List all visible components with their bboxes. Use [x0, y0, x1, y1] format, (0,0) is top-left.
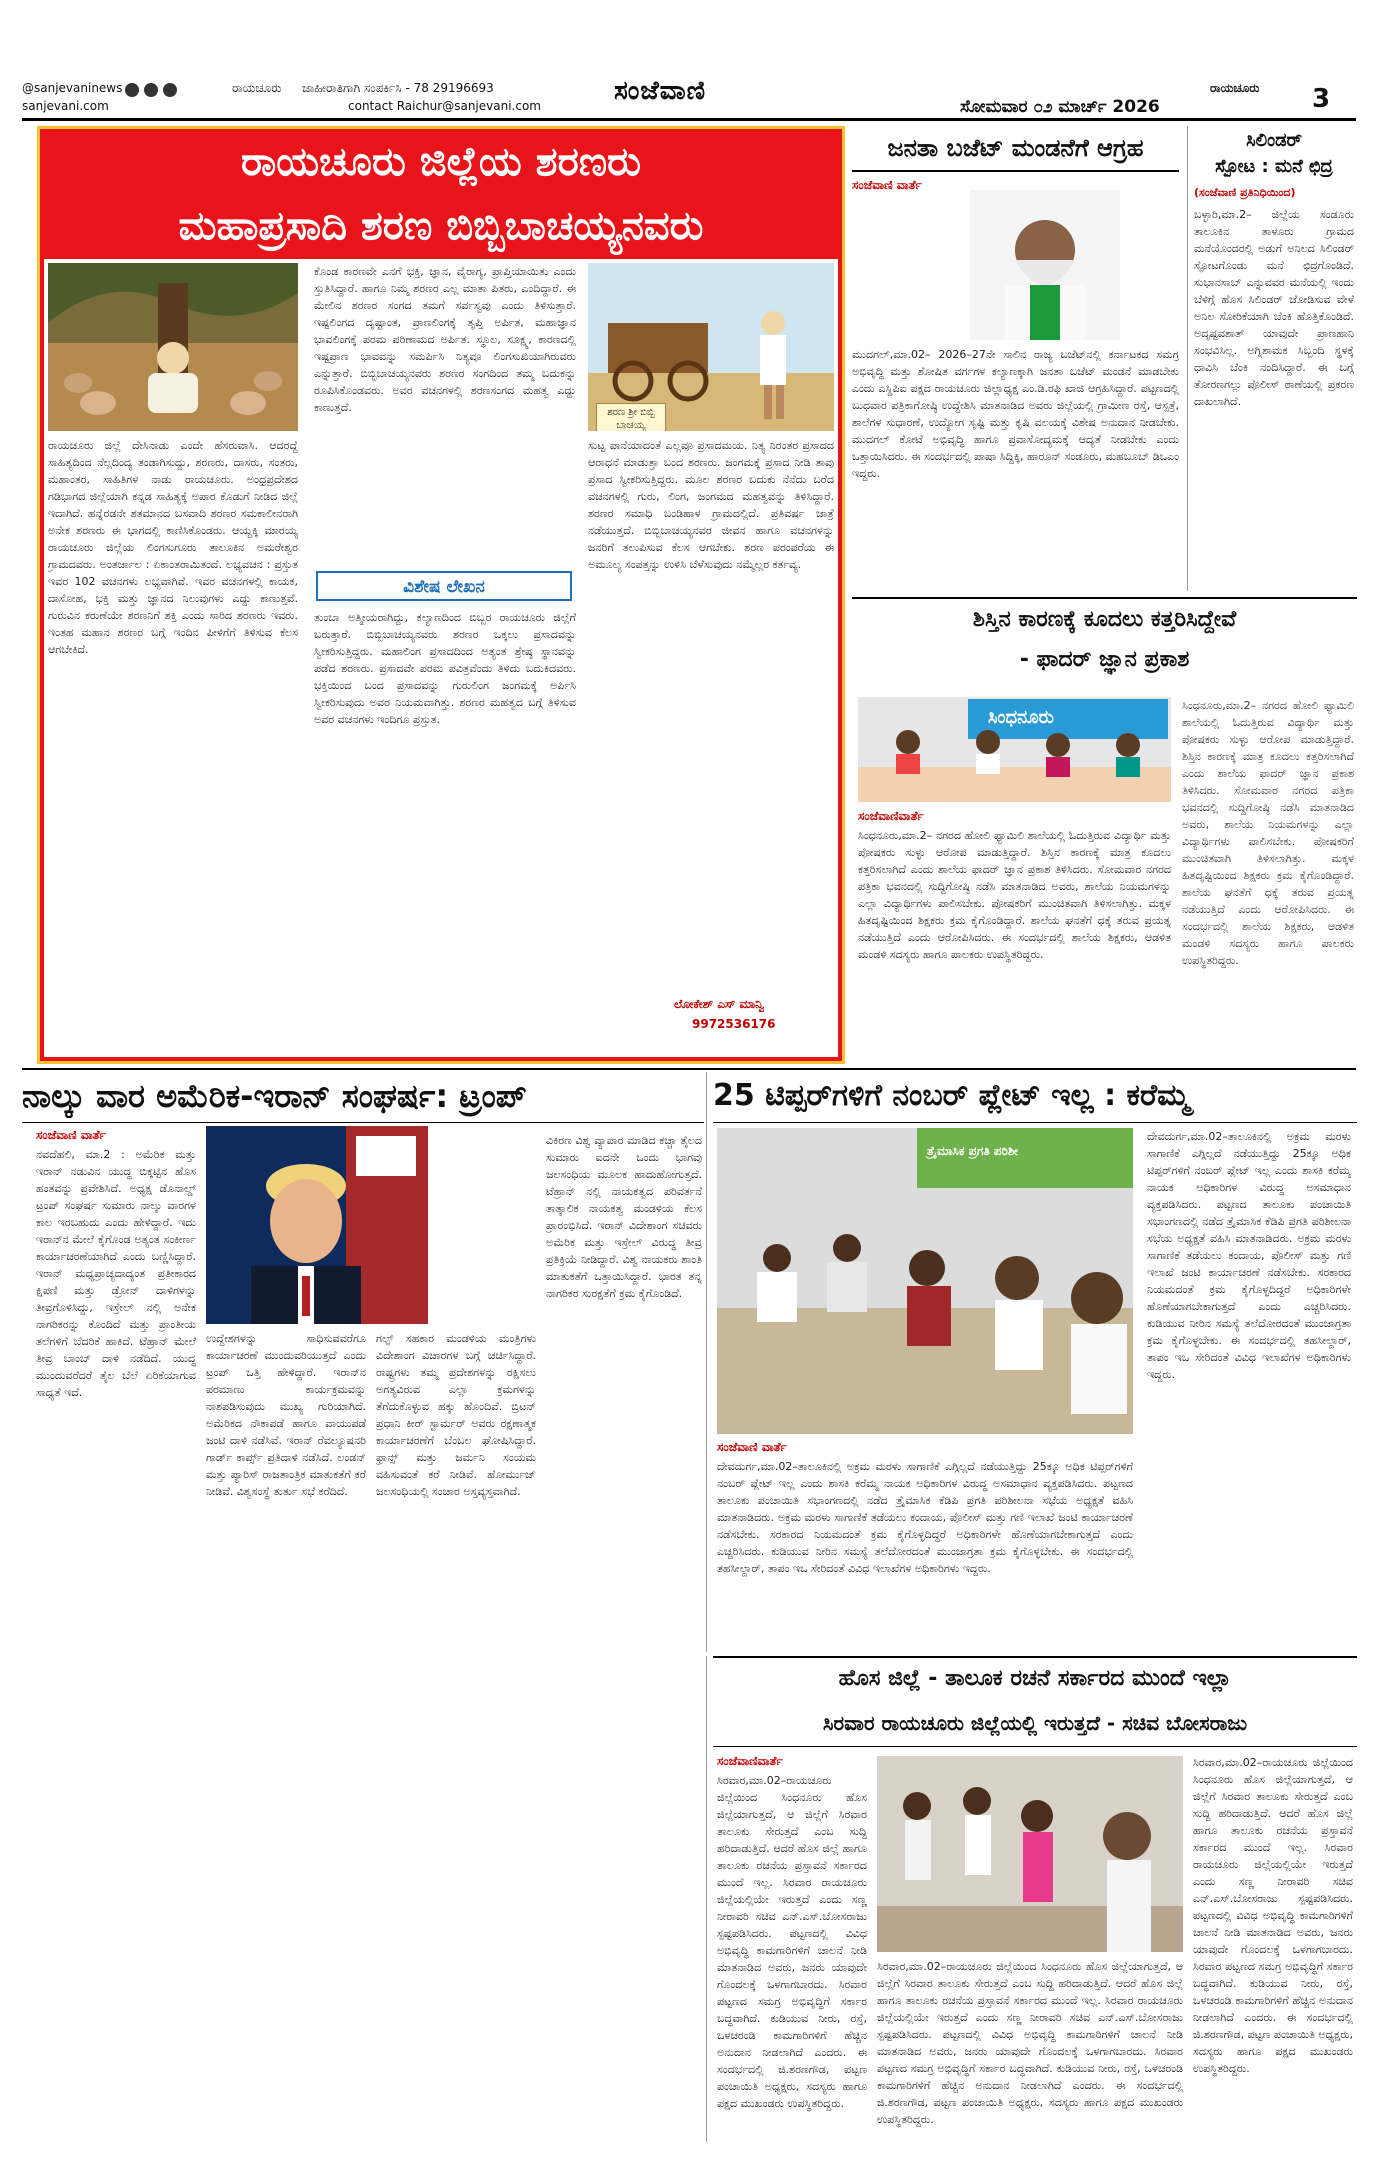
lead-col1-text: ರಾಯಚೂರು ಜಿಲ್ಲೆ ದೇಸಿನಾಡು ಎಂದೇ ಹೆಸರುವಾಸಿ. ಆದರದ್ದೆ ಸಾಹಿತ್ಯದಿಂದ ನೆಲ್ಲದಿಂದ್ಯ ತಂಡಾಗಿಸುದ್ದು, ಶರಣರು, ದಾಸರು, ಸಂತರು, ಮಹಾಂತರ, ಸಾಹಿತಿಗಳ ನಾಡು ರಾಯಚೂರು. ಅಂಧ್ರಪ್ರದೇಶದ ಗಡಿಭಾಗದ ಜಿಲ್ಲೆಯಾಗಿ ಕನ್ನಡ ಸಾಹಿತ್ಯಕ್ಕೆ ಅಪಾರ ಕೊಡುಗೆ ನೀಡಿದ ಜಿಲ್ಲೆ ಇದಾಗಿದೆ. ಹನ್ನೆರಡನೇ ಶತಮಾನದ ಬಸವಾದಿ ಶರಣರ ಸಮಕಾಲೀನರಾಗಿ ಅನೇಕ ಶರಣರು ಈ ಭಾಗದಲ್ಲಿ ಕಾಣಿಸಿಕೊಂಡರು. ಆಯ್ದಕ್ಕಿ ಮಾರಯ್ಯ ರಾಯಚೂರು ಜಿಲ್ಲೆಯ ಲಿಂಗಸುಗೂರು ತಾಲೂಕಿನ ಅಮರೇಶ್ವರ ಗ್ರಾಮದವರು. ಅಂತರ್ಜಾಲ : ಏಕಾಂತರಾಮಿತಂದೆ. ಲಭ್ಯವಚನ : ಪ್ರಸ್ತುತ ಇವರ 102 ವಚನಗಳು ಲಭ್ಯವಾಗಿವೆ. ಇವರ ವಚನಗಳಲ್ಲಿ ಕಾಯಕ, ದಾಸೋಹ, ಭಕ್ತಿ ಮತ್ತು ಜ್ಞಾನದ ನಿಲುವುಗಳು ಎದ್ದು ಕಾಣುತ್ತವೆ. ಗುರುವಿನ ಕರುಣೆಯೇ ಶರಣನಿಗೆ ಶಕ್ತಿ ಎಂದು ಸಾರಿದ ಶರಣರು ಇವರು. ಇಂತಹ ಮಹಾನ ಶರಣರ ಬಗ್ಗೆ ಇಂದಿನ ಪೀಳಿಗೆಗೆ ತಿಳಿಸುವ ಕೆಲಸ ಆಗಬೇಕಿದೆ. [48, 439, 298, 656]
trump-rule [22, 1122, 704, 1123]
district-col1-text: ಸಿರವಾರ,ಮಾ.02–ರಾಯಚೂರು ಜಿಲ್ಲೆಯಿಂದ ಸಿಂಧನೂರು ಹೊಸ ಜಿಲ್ಲೆಯಾಗುತ್ತದೆ, ಆ ಜಿಲ್ಲೆಗೆ ಸಿರವಾರ ತಾಲೂಕು ಸೇರುತ್ತದೆ ಎಂಬ ಸುದ್ದಿ ಹರಿದಾಡುತ್ತಿದೆ. ಆದರೆ ಹೊಸ ಜಿಲ್ಲೆ ಹಾಗೂ ತಾಲೂಕು ರಚನೆಯ ಪ್ರಸ್ತಾವನೆ ಸರ್ಕಾರದ ಮುಂದೆ ಇಲ್ಲ. ಸಿರವಾರ ರಾಯಚೂರು ಜಿಲ್ಲೆಯಲ್ಲಿಯೇ ಇರುತ್ತದೆ ಎಂದು ಸಣ್ಣ ನೀರಾವರಿ ಸಚಿವ ಎನ್.ಎಸ್.ಬೋಸರಾಜು ಸ್ಪಷ್ಟಪಡಿಸಿದರು. ಪಟ್ಟಣದಲ್ಲಿ ವಿವಿಧ ಅಭಿವೃದ್ಧಿ ಕಾಮಗಾರಿಗಳಿಗೆ ಚಾಲನೆ ನೀಡಿ ಮಾತನಾಡಿದ ಅವರು, ಜನರು ಯಾವುದೇ ಗೊಂದಲಕ್ಕೆ ಒಳಗಾಗಬಾರದು. ಸಿರವಾರ ಪಟ್ಟಣದ ಸಮಗ್ರ ಅಭಿವೃದ್ಧಿಗೆ ಸರ್ಕಾರ ಬದ್ಧವಾಗಿದೆ. ಕುಡಿಯುವ ನೀರು, ರಸ್ತೆ, ಒಳಚರಂಡಿ ಕಾಮಗಾರಿಗಳಿಗೆ ಹೆಚ್ಚಿನ ಅನುದಾನ ನೀಡಲಾಗಿದೆ ಎಂದರು. ಈ ಸಂದರ್ಭದಲ್ಲಿ ಜಿ.ಶರಣಗೌಡ, ಪಟ್ಟಣ ಪಂಚಾಯಿತಿ ಅಧ್ಯಕ್ಷರು, ಸದಸ್ಯರು ಹಾಗೂ ಪಕ್ಷದ ಮುಖಂಡರು ಉಪಸ್ಥಿತರಿದ್ದರು. [717, 1774, 867, 2110]
cylinder-headline2: ಸ್ಫೋಟ : ಮನೆ ಛಿದ್ರ [1215, 156, 1333, 177]
trump-photo [206, 1126, 428, 1324]
masthead [0, 0, 1378, 126]
lead-col2b-text: ತುಂಬಾ ಅತ್ಮೀಯರಾಗಿದ್ದು, ಕಲ್ಯಾಣದಿಂದ ಬಿಬ್ಬರ ರಾಯಚೂರು ಜಿಲ್ಲೆಗೆ ಬರುತ್ತಾರೆ. ಬಿಬ್ಬಿಬಾಚಯ್ಯನವರು ಶರಣರ ಒಕ್ಕಲು ಪ್ರಸಾದವನ್ನು ಸ್ವೀಕರಿಸುತ್ತಿದ್ದರು. ಮಹಾಲಿಂಗ ಪ್ರಸಾದದಿಂದ ಅತ್ಯಂತ ಶ್ರೇಷ್ಠ ಸ್ಥಾನವನ್ನು ಪಡೆದ ಶರಣರು. ಪ್ರಸಾದವೇ ಪರಮ ಪವಿತ್ರವೆಂದು ತಿಳಿದು ಬದುಕಿದವರು. ಭಕ್ತಿಯಿಂದ ಬಂದ ಪ್ರಸಾದವನ್ನು ಗುರುಲಿಂಗ ಜಂಗಮಕ್ಕೆ ಅರ್ಪಿಸಿ ಸ್ವೀಕರಿಸುವುದು ಅವರ ನಿಯಮವಾಗಿತ್ತು. ಶರಣರ ಮಹತ್ವದ ಬಗ್ಗೆ ತಿಳಿಸುವ ಅವರ ವಚನಗಳು ಇಂದಿಗೂ ಪ್ರಸ್ತುತ. [314, 611, 576, 726]
ad-contact: ಜಾಹೀರಾತಿಗಾಗಿ ಸಂಪರ್ಕಿಸಿ - 78 29196693 [302, 81, 494, 95]
lead-headline-line2: ಮಹಾಪ್ರಸಾದಿ ಶರಣ ಬಿಬ್ಬಿಬಾಚಯ್ಯನವರು [178, 203, 704, 249]
budget-leader-photo [970, 190, 1120, 340]
trump-col4-text: ವಿಕಿರಣ ವಿಶ್ವ ವ್ಯಾಪಾರ ಮಾಡಿದ ಕಚ್ಚಾ ತೈಲದ ಸುಮಾರು ಐದನೇ ಒಂದು ಭಾಗವು ಜಲಸಂಧಿಯ ಮೂಲಕ ಹಾದುಹೋಗುತ್ತದೆ. ಟೆಹ್ರಾನ್ ನಲ್ಲಿ ನಾಯಕತ್ವದ ಪರಿವರ್ತನೆ ತಾತ್ಕಾಲಿಕ ನಾಯಕತ್ವ ಮಂಡಳಿಯ ಕೆಲಸ ಪ್ರಾರಂಭಿಸಿದೆ. ಇರಾನ್ ವಿದೇಶಾಂಗ ಸಚಿವರು ಅಮೆರಿಕ ಮತ್ತು ಇಸ್ರೇಲ್ ವಿರುದ್ಧ ತೀವ್ರ ಪ್ರತಿಕ್ರಿಯೆ ನೀಡಿದ್ದಾರೆ. ವಿಶ್ವ ನಾಯಕರು ಶಾಂತಿ ಮಾತುಕತೆಗೆ ಒತ್ತಾಯಿಸಿದ್ದಾರೆ. ಭಾರತ ತನ್ನ ನಾಗರಿಕರ ಸುರಕ್ಷತೆಗೆ ಕ್ರಮ ಕೈಗೊಂಡಿದೆ. [546, 1134, 702, 1300]
masthead-city: ರಾಯಚೂರು [1210, 81, 1260, 95]
lead-col3-text: ಸುಟ್ಟ ಪಾನೆಯಾದಂತೆ ಎಲ್ಲವೂ ಪ್ರಸಾದಮಯ. ನಿತ್ಯ ನಿರಂತರ ಪ್ರಸಾದದ ಆರಾಧನೆ ಮಾಡುತ್ತಾ ಬಂದ ಶರಣರು. ಜಂಗಮಕ್ಕೆ ಪ್ರಸಾದ ನೀಡಿ ತಾವು ಪ್ರಸಾದ ಸ್ವೀಕರಿಸುತ್ತಿದ್ದರು. ಮೂಲ ಶರಣರ ಬದುಕು ನೆನೆದು ಬರೆದ ವಚನಗಳಲ್ಲಿ ಗುರು, ಲಿಂಗ, ಜಂಗಮದ ಮಹತ್ವವನ್ನು ತಿಳಿಸಿದ್ದಾರೆ. ಶರಣರ ಸಮಾಧಿ ಬಂಡಿಹಾಳ ಗ್ರಾಮದಲ್ಲಿದೆ. ಪ್ರತಿವರ್ಷ ಜಾತ್ರೆ ನಡೆಯುತ್ತದೆ. ಬಿಬ್ಬಿಬಾಚಯ್ಯನವರ ಜೀವನ ಹಾಗೂ ವಚನಗಳನ್ನು ಜನರಿಗೆ ತಲುಪಿಸುವ ಕೆಲಸ ಆಗಬೇಕು. ಶರಣ ಪರಂಪರೆಯ ಈ ಅಮೂಲ್ಯ ಸಂಪತ್ತನ್ನು ಉಳಿಸಿ ಬೆಳೆಸುವುದು ನಮ್ಮೆಲ್ಲರ ಕರ್ತವ್ಯ. [588, 439, 834, 571]
lead-body-panel [44, 259, 838, 1057]
website[interactable]: sanjevani.com [22, 99, 109, 113]
father-body-text: ಸಿಂಧನೂರು,ಮಾ.2– ನಗರದ ಹೋಲಿ ಫ್ಯಾಮಿಲಿ ಶಾಲೆಯಲ್ಲಿ ಓದುತ್ತಿರುವ ವಿದ್ಯಾರ್ಥಿ ಮತ್ತು ಪೋಷಕರು ಸುಳ್ಳು ಆರೋಪ ಮಾಡುತ್ತಿದ್ದಾರೆ. ಶಿಸ್ತಿನ ಕಾರಣಕ್ಕೆ ಮಾತ್ರ ಕೂದಲು ಕತ್ತರಿಸಲಾಗಿದೆ ಎಂದು ಶಾಲೆಯ ಫಾದರ್ ಜ್ಞಾನ ಪ್ರಕಾಶ ತಿಳಿಸಿದರು. ಸೋಮವಾರ ನಗರದ ಪತ್ರಿಕಾ ಭವನದಲ್ಲಿ ಸುದ್ದಿಗೋಷ್ಠಿ ನಡೆಸಿ ಮಾತನಾಡಿದ ಅವರು, ಶಾಲೆಯ ನಿಯಮಗಳನ್ನು ಎಲ್ಲಾ ವಿದ್ಯಾರ್ಥಿಗಳು ಪಾಲಿಸಬೇಕು. ಪೋಷಕರಿಗೆ ಮುಂಚಿತವಾಗಿ ತಿಳಿಸಲಾಗಿತ್ತು. ಮಕ್ಕಳ ಹಿತದೃಷ್ಟಿಯಿಂದ ಶಿಕ್ಷಕರು ಕ್ರಮ ಕೈಗೊಂಡಿದ್ದಾರೆ. ಶಾಲೆಯ ಘನತೆಗೆ ಧಕ್ಕೆ ತರುವ ಪ್ರಯತ್ನ ನಡೆಯುತ್ತಿದೆ ಎಂದು ಆರೋಪಿಸಿದರು. ಈ ಸಂದರ್ಭದಲ್ಲಿ ಶಾಲೆಯ ಶಿಕ್ಷಕರು, ಆಡಳಿತ ಮಂಡಳಿ ಸದಸ್ಯರು ಹಾಗೂ ಪಾಲಕರು ಉಪಸ್ಥಿತರಿದ್ದರು. [858, 829, 1171, 961]
budget-headline: ಜನತಾ ಬಜೆಟ್ ಮಂಡನೆಗೆ ಆಗ್ರಹ [887, 134, 1144, 162]
tipper-headline: 25 ಟಿಪ್ಪರ್‌ಗಳಿಗೆ ನಂಬರ್ ಪ್ಲೇಟ್ ಇಲ್ಲ : ಕರೆಮ್ಮ [713, 1078, 1190, 1113]
cylinder-story [1187, 126, 1357, 591]
trump-col2-text: ಉದ್ದೇಶಗಳನ್ನು ಸಾಧಿಸುವವರೆಗೂ ಕಾರ್ಯಾಚರಣೆ ಮುಂದುವರಿಯುತ್ತದೆ ಎಂದು ಟ್ರಂಪ್ ಒತ್ತಿ ಹೇಳಿದ್ದಾರೆ. ಇರಾನ್‌ನ ಪರಮಾಣು ಕಾರ್ಯಕ್ರಮವನ್ನು ನಾಶಪಡಿಸುವುದು ಮುಖ್ಯ ಗುರಿಯಾಗಿದೆ. ಅಮೆರಿಕದ ನೌಕಾಪಡೆ ಹಾಗೂ ವಾಯುಪಡೆ ಜಂಟಿ ದಾಳಿ ನಡೆಸಿವೆ. ಇರಾನ್ ರೆವಲ್ಯೂಷನರಿ ಗಾರ್ಡ್ ಕಾರ್ಪ್ಸ್ ಪ್ರತಿದಾಳಿ ನಡೆಸಿದೆ. ಲಂಡನ್ ಮತ್ತು ಪ್ಯಾರಿಸ್ ರಾಜತಾಂತ್ರಿಕ ಮಾತುಕತೆಗೆ ಕರೆ ನೀಡಿವೆ. ವಿಶ್ವಸಂಸ್ಥೆ ತುರ್ತು ಸಭೆ ಕರೆದಿದೆ. [206, 1332, 366, 1498]
district-top-rule [713, 1656, 1357, 1658]
district-body-side: ಸಿರವಾರ,ಮಾ.02–ರಾಯಚೂರು ಜಿಲ್ಲೆಯಿಂದ ಸಿಂಧನೂರು ಹೊಸ ಜಿಲ್ಲೆಯಾಗುತ್ತದೆ, ಆ ಜಿಲ್ಲೆಗೆ ಸಿರವಾರ ತಾಲೂಕು ಸೇರುತ್ತದೆ ಎಂಬ ಸುದ್ದಿ ಹರಿದಾಡುತ್ತಿದೆ. ಆದರೆ ಹೊಸ ಜಿಲ್ಲೆ ಹಾಗೂ ತಾಲೂಕು ರಚನೆಯ ಪ್ರಸ್ತಾವನೆ ಸರ್ಕಾರದ ಮುಂದೆ ಇಲ್ಲ. ಸಿರವಾರ ರಾಯಚೂರು ಜಿಲ್ಲೆಯಲ್ಲಿಯೇ ಇರುತ್ತದೆ ಎಂದು ಸಣ್ಣ ನೀರಾವರಿ ಸಚಿವ ಎನ್.ಎಸ್.ಬೋಸರಾಜು ಸ್ಪಷ್ಟಪಡಿಸಿದರು. ಪಟ್ಟಣದಲ್ಲಿ ವಿವಿಧ ಅಭಿವೃದ್ಧಿ ಕಾಮಗಾರಿಗಳಿಗೆ ಚಾಲನೆ ನೀಡಿ ಮಾತನಾಡಿದ ಅವರು, ಜನರು ಯಾವುದೇ ಗೊಂದಲಕ್ಕೆ ಒಳಗಾಗಬಾರದು. ಸಿರವಾರ ಪಟ್ಟಣದ ಸಮಗ್ರ ಅಭಿವೃದ್ಧಿಗೆ ಸರ್ಕಾರ ಬದ್ಧವಾಗಿದೆ. ಕುಡಿಯುವ ನೀರು, ರಸ್ತೆ, ಒಳಚರಂಡಿ ಕಾಮಗಾರಿಗಳಿಗೆ ಹೆಚ್ಚಿನ ಅನುದಾನ ನೀಡಲಾಗಿದೆ ಎಂದರು. ಈ ಸಂದರ್ಭದಲ್ಲಿ ಜಿ.ಶರಣಗೌಡ, ಪಟ್ಟಣ ಪಂಚಾಯಿತಿ ಅಧ್ಯಕ್ಷರು, ಸದಸ್ಯರು ಹಾಗೂ ಪಕ್ಷದ ಮುಖಂಡರು ಉಪಸ್ಥಿತರಿದ್ದರು. [1193, 1756, 1353, 2075]
father-headline2: - ಫಾದರ್ ಜ್ಞಾನ ಪ್ರಕಾಶ [1019, 647, 1190, 672]
district-rule [713, 1746, 1357, 1747]
kdp-banner: ತ್ರೈಮಾಸಿಕ ಪ್ರಗತಿ ಪರಿಶೀ [927, 1144, 1018, 1158]
tipper-rule [713, 1122, 1357, 1123]
trump-story [22, 1072, 704, 2142]
district-col3-text [1193, 1754, 1353, 2138]
social-icons [125, 82, 181, 96]
district-headline1: ಹೊಸ ಜಿಲ್ಲೆ - ತಾಲೂಕ ರಚನೆ ಸರ್ಕಾರದ ಮುಂದೆ ಇಲ್ಲಾ [838, 1666, 1232, 1691]
twitter-icon[interactable] [163, 83, 177, 97]
trump-headline: ನಾಲ್ಕು ವಾರ ಅಮೆರಿಕ-ಇರಾನ್ ಸಂಘರ್ಷ: ಟ್ರಂಪ್ [22, 1077, 527, 1115]
father-body-cont: ಸಿಂಧನೂರು,ಮಾ.2– ನಗರದ ಹೋಲಿ ಫ್ಯಾಮಿಲಿ ಶಾಲೆಯಲ್ಲಿ ಓದುತ್ತಿರುವ ವಿದ್ಯಾರ್ಥಿ ಮತ್ತು ಪೋಷಕರು ಸುಳ್ಳು ಆರೋಪ ಮಾಡುತ್ತಿದ್ದಾರೆ. ಶಿಸ್ತಿನ ಕಾರಣಕ್ಕೆ ಮಾತ್ರ ಕೂದಲು ಕತ್ತರಿಸಲಾಗಿದೆ ಎಂದು ಶಾಲೆಯ ಫಾದರ್ ಜ್ಞಾನ ಪ್ರಕಾಶ ತಿಳಿಸಿದರು. ಸೋಮವಾರ ನಗರದ ಪತ್ರಿಕಾ ಭವನದಲ್ಲಿ ಸುದ್ದಿಗೋಷ್ಠಿ ನಡೆಸಿ ಮಾತನಾಡಿದ ಅವರು, ಶಾಲೆಯ ನಿಯಮಗಳನ್ನು ಎಲ್ಲಾ ವಿದ್ಯಾರ್ಥಿಗಳು ಪಾಲಿಸಬೇಕು. ಪೋಷಕರಿಗೆ ಮುಂಚಿತವಾಗಿ ತಿಳಿಸಲಾಗಿತ್ತು. ಮಕ್ಕಳ ಹಿತದೃಷ್ಟಿಯಿಂದ ಶಿಕ್ಷಕರು ಕ್ರಮ ಕೈಗೊಂಡಿದ್ದಾರೆ. ಶಾಲೆಯ ಘನತೆಗೆ ಧಕ್ಕೆ ತರುವ ಪ್ರಯತ್ನ ನಡೆಯುತ್ತಿದೆ ಎಂದು ಆರೋಪಿಸಿದರು. ಈ ಸಂದರ್ಭದಲ್ಲಿ ಶಾಲೆಯ ಶಿಕ್ಷಕರು, ಆಡಳಿತ ಮಂಡಳಿ ಸದಸ್ಯರು ಹಾಗೂ ಪಾಲಕರು ಉಪಸ್ಥಿತರಿದ್ದರು. [1182, 699, 1354, 967]
author-phone: 9972536176 [692, 1017, 776, 1031]
district-body-cont: ಸಿರವಾರ,ಮಾ.02–ರಾಯಚೂರು ಜಿಲ್ಲೆಯಿಂದ ಸಿಂಧನೂರು ಹೊಸ ಜಿಲ್ಲೆಯಾಗುತ್ತದೆ, ಆ ಜಿಲ್ಲೆಗೆ ಸಿರವಾರ ತಾಲೂಕು ಸೇರುತ್ತದೆ ಎಂಬ ಸುದ್ದಿ ಹರಿದಾಡುತ್ತಿದೆ. ಆದರೆ ಹೊಸ ಜಿಲ್ಲೆ ಹಾಗೂ ತಾಲೂಕು ರಚನೆಯ ಪ್ರಸ್ತಾವನೆ ಸರ್ಕಾರದ ಮುಂದೆ ಇಲ್ಲ. ಸಿರವಾರ ರಾಯಚೂರು ಜಿಲ್ಲೆಯಲ್ಲಿಯೇ ಇರುತ್ತದೆ ಎಂದು ಸಣ್ಣ ನೀರಾವರಿ ಸಚಿವ ಎನ್.ಎಸ್.ಬೋಸರಾಜು ಸ್ಪಷ್ಟಪಡಿಸಿದರು. ಪಟ್ಟಣದಲ್ಲಿ ವಿವಿಧ ಅಭಿವೃದ್ಧಿ ಕಾಮಗಾರಿಗಳಿಗೆ ಚಾಲನೆ ನೀಡಿ ಮಾತನಾಡಿದ ಅವರು, ಜನರು ಯಾವುದೇ ಗೊಂದಲಕ್ಕೆ ಒಳಗಾಗಬಾರದು. ಸಿರವಾರ ಪಟ್ಟಣದ ಸಮಗ್ರ ಅಭಿವೃದ್ಧಿಗೆ ಸರ್ಕಾರ ಬದ್ಧವಾಗಿದೆ. ಕುಡಿಯುವ ನೀರು, ರಸ್ತೆ, ಒಳಚರಂಡಿ ಕಾಮಗಾರಿಗಳಿಗೆ ಹೆಚ್ಚಿನ ಅನುದಾನ ನೀಡಲಾಗಿದೆ ಎಂದರು. ಈ ಸಂದರ್ಭದಲ್ಲಿ ಜಿ.ಶರಣಗೌಡ, ಪಟ್ಟಣ ಪಂಚಾಯಿತಿ ಅಧ್ಯಕ್ಷರು, ಸದಸ್ಯರು ಹಾಗೂ ಪಕ್ಷದ ಮುಖಂಡರು ಉಪಸ್ಥಿತರಿದ್ದರು. [877, 1960, 1183, 2126]
masthead-date: ಸೋಮವಾರ ೦೨ ಮಾರ್ಚ್ 2026 [960, 97, 1160, 117]
saint-cart-image [588, 263, 834, 431]
lead-headline-line1: ರಾಯಚೂರು ಜಿಲ್ಲೆಯ ಶರಣರು [240, 139, 641, 185]
budget-rule [852, 170, 1179, 172]
father-byline: ಸಂಜೆವಾಣಿವಾರ್ತೆ [858, 809, 924, 823]
press-meet-photo [858, 697, 1171, 802]
trump-col3-text: ಗಲ್ಫ್ ಸಹಕಾರ ಮಂಡಳಿಯ ಮಂತ್ರಿಗಳು ವಿದೇಶಾಂಗ ವಿಚಾರಗಳ ಬಗ್ಗೆ ಚರ್ಚಿಸಿದ್ದಾರೆ. ರಾಷ್ಟ್ರಗಳು ತಮ್ಮ ಪ್ರದೇಶಗಳನ್ನು ರಕ್ಷಿಸಲು ಅಗತ್ಯವಿರುವ ಎಲ್ಲಾ ಕ್ರಮಗಳನ್ನು ತೆಗೆದುಕೊಳ್ಳುವ ಹಕ್ಕು ಹೊಂದಿವೆ. ಬ್ರಿಟನ್ ಪ್ರಧಾನಿ ಕೀರ್ ಸ್ಟಾರ್ಮರ್ ಅವರು ರಕ್ಷಣಾತ್ಮಕ ಕಾರ್ಯಾಚರಣೆಗೆ ಬೆಂಬಲ ಘೋಷಿಸಿದ್ದಾರೆ. ಫ್ರಾನ್ಸ್ ಮತ್ತು ಜರ್ಮನಿ ಸಂಯಮ ವಹಿಸುವಂತೆ ಕರೆ ನೀಡಿವೆ. ಹೋರ್ಮುಜ್ ಜಲಸಂಧಿಯಲ್ಲಿ ಸಂಚಾರ ಅಸ್ತವ್ಯಸ್ತವಾಗಿದೆ. [376, 1332, 536, 1498]
instagram-icon[interactable] [144, 83, 158, 97]
cylinder-headline1: ಸಿಲಿಂಡರ್ [1246, 130, 1302, 151]
trump-col1-text: ನವದೆಹಲಿ, ಮಾ.2 : ಅಮೆರಿಕ ಮತ್ತು ಇರಾನ್ ನಡುವಿನ ಯುದ್ಧ ಬಿಕ್ಕಟ್ಟಿನ ಹೊಸ ಹಂತವನ್ನು ಪ್ರವೇಶಿಸಿದೆ. ಅಧ್ಯಕ್ಷ ಡೊನಾಲ್ಡ್ ಟ್ರಂಪ್ ಸಂಘರ್ಷ ಸುಮಾರು ನಾಲ್ಕು ವಾರಗಳ ಕಾಲ ಇರಬಹುದು ಎಂದು ಹೇಳಿದ್ದಾರೆ. ಇದು ಇರಾನ್‌ನ ಮೇಲೆ ಕೈಗೊಂಡ ಅತ್ಯಂತ ಸಂಕೀರ್ಣ ಕಾರ್ಯಾಚರಣೆಯಾಗಿದೆ ಎಂದು ಬಣ್ಣಿಸಿದ್ದಾರೆ. ಇರಾನ್ ಮಧ್ಯಪ್ರಾಚ್ಯದಾದ್ಯಂತ ಪ್ರತೀಕಾರದ ಕ್ಷಿಪಣಿ ಮತ್ತು ಡ್ರೋನ್ ದಾಳಿಗಳನ್ನು ತೀವ್ರಗೊಳಿಸಿದ್ದು, ಇಸ್ರೇಲ್ ನಲ್ಲಿ ಅನೇಕ ನಾಗರಿಕರನ್ನು ಕೊಂದಿದೆ ಮತ್ತು ಪ್ರಾಂತೀಯ ತಲೆಗಳಿಗೆ ಬೆದರಿಕೆ ಹಾಕಿದೆ. ಟೆಹ್ರಾನ್ ಮೇಲೆ ತೀವ್ರ ಬಾಂಬ್ ದಾಳಿ ನಡೆದಿದೆ. ಯುದ್ಧ ಮುಂದುವರೆದರೆ ತೈಲ ಬೆಲೆ ಏರಿಕೆಯಾಗುವ ಸಾಧ್ಯತೆ ಇದೆ. [36, 1148, 196, 1399]
district-col2-text [877, 1958, 1183, 2138]
budget-story [852, 126, 1179, 591]
tipper-body-text: ದೇವದುರ್ಗ,ಮಾ.02–ತಾಲೂಕಿನಲ್ಲಿ ಅಕ್ರಮ ಮರಳು ಸಾಗಾಣಿಕೆ ಎಗ್ಗಿಲ್ಲದೆ ನಡೆಯುತ್ತಿದ್ದು 25ಕ್ಕೂ ಅಧಿಕ ಟಿಪ್ಪರ್‌ಗಳಿಗೆ ನಂಬರ್ ಪ್ಲೇಟ್ ಇಲ್ಲ ಎಂದು ಶಾಸಕಿ ಕರೆಮ್ಮ ನಾಯಕ ಅಧಿಕಾರಿಗಳ ವಿರುದ್ಧ ಅಸಮಾಧಾನ ವ್ಯಕ್ತಪಡಿಸಿದರು. ಪಟ್ಟಣದ ತಾಲೂಕು ಪಂಚಾಯಿತಿ ಸಭಾಂಗಣದಲ್ಲಿ ನಡೆದ ತ್ರೈಮಾಸಿಕ ಕೆಡಿಪಿ ಪ್ರಗತಿ ಪರಿಶೀಲನಾ ಸಭೆಯ ಅಧ್ಯಕ್ಷತೆ ವಹಿಸಿ ಮಾತನಾಡಿದರು. ಅಕ್ರಮ ಮರಳು ಸಾಗಾಣಿಕೆ ತಡೆಯಲು ಕಂದಾಯ, ಪೊಲೀಸ್ ಮತ್ತು ಗಣಿ ಇಲಾಖೆ ಜಂಟಿ ಕಾರ್ಯಾಚರಣೆ ನಡೆಸಬೇಕು. ಸರಕಾರದ ನಿಯಮದಂತೆ ಕ್ರಮ ಕೈಗೊಳ್ಳದಿದ್ದರೆ ಅಧಿಕಾರಿಗಳೇ ಹೊಣೆಯಾಗಬೇಕಾಗುತ್ತದೆ ಎಂದು ಎಚ್ಚರಿಸಿದರು. ಕುಡಿಯುವ ನೀರಿನ ಸಮಸ್ಯೆ ತಲೆದೋರದಂತೆ ಮುಂಜಾಗ್ರತಾ ಕ್ರಮ ಕೈಗೊಳ್ಳಬೇಕು. ಈ ಸಂದರ್ಭದಲ್ಲಿ ತಹಸೀಲ್ದಾರ್, ತಾಪಂ ಇಒ ಸೇರಿದಂತೆ ವಿವಿಧ ಇಲಾಖೆಗಳ ಅಧಿಕಾರಿಗಳು ಇದ್ದರು. [717, 1460, 1133, 1575]
district-byline: ಸಂಜೆವಾಣಿವಾರ್ತೆ [717, 1754, 783, 1768]
minister-photo [877, 1756, 1183, 1952]
logo-text: ಸಂಜೆವಾಣಿ [613, 76, 707, 106]
cylinder-body-text: ಬಳ್ಳಾರಿ,ಮಾ.2– ಜಿಲ್ಲೆಯ ಸಂಡೂರು ತಾಲೂಕಿನ ತಾಳೂರು ಗ್ರಾಮದ ಮನೆಯೊಂದರಲ್ಲಿ ಅಡುಗೆ ಅನಿಲದ ಸಿಲಿಂಡರ್ ಸ್ಫೋಟಗೊಂಡು ಮನೆ ಛಿದ್ರಗೊಂಡಿದೆ. ಸುಭಾನಸಾಬ್ ಎನ್ನುವವರ ಮನೆಯಲ್ಲಿ ಇಂದು ಬೆಳಿಗ್ಗೆ ಹೊಸ ಸಿಲಿಂಡರ್ ಜೋಡಿಸುವ ವೇಳೆ ಅನಿಲ ಸೋರಿಕೆಯಾಗಿ ಬೆಂಕಿ ಹೊತ್ತಿಕೊಂಡಿದೆ. ಅದೃಷ್ಟವಶಾತ್ ಯಾವುದೇ ಪ್ರಾಣಹಾನಿ ಸಂಭವಿಸಿಲ್ಲ. ಅಗ್ನಿಶಾಮಕ ಸಿಬ್ಬಂದಿ ಸ್ಥಳಕ್ಕೆ ಧಾವಿಸಿ ಬೆಂಕಿ ನಂದಿಸಿದ್ದಾರೆ. ಈ ಬಗ್ಗೆ ತೋರಣಗಲ್ಲು ಪೊಲೀಸ್ ಠಾಣೆಯಲ್ಲಿ ಪ್ರಕರಣ ದಾಖಲಾಗಿದೆ. [1194, 208, 1354, 408]
press-meet-banner: ಸಿಂಧನೂರು [988, 707, 1054, 728]
father-story [852, 597, 1357, 1064]
facebook-icon[interactable] [125, 83, 139, 97]
masthead-location: ರಾಯಚೂರು [232, 81, 282, 95]
trump-byline: ಸಂಜೆವಾಣಿ ವಾರ್ತೆ [36, 1128, 106, 1142]
saint-meditating-image [48, 263, 298, 431]
district-story [706, 1656, 1356, 2142]
father-top-rule [852, 597, 1357, 599]
author-name: ಲೋಕೇಶ್ ಎಸ್ ಮಾನ್ವಿ [674, 997, 764, 1011]
tipper-body-text-side [1147, 1128, 1351, 1648]
social-handle[interactable]: @sanjevaninews [22, 81, 123, 95]
father-body-text-continued [1182, 697, 1354, 1061]
tipper-body-side: ದೇವದುರ್ಗ,ಮಾ.02–ತಾಲೂಕಿನಲ್ಲಿ ಅಕ್ರಮ ಮರಳು ಸಾಗಾಣಿಕೆ ಎಗ್ಗಿಲ್ಲದೆ ನಡೆಯುತ್ತಿದ್ದು 25ಕ್ಕೂ ಅಧಿಕ ಟಿಪ್ಪರ್‌ಗಳಿಗೆ ನಂಬರ್ ಪ್ಲೇಟ್ ಇಲ್ಲ ಎಂದು ಶಾಸಕಿ ಕರೆಮ್ಮ ನಾಯಕ ಅಧಿಕಾರಿಗಳ ವಿರುದ್ಧ ಅಸಮಾಧಾನ ವ್ಯಕ್ತಪಡಿಸಿದರು. ಪಟ್ಟಣದ ತಾಲೂಕು ಪಂಚಾಯಿತಿ ಸಭಾಂಗಣದಲ್ಲಿ ನಡೆದ ತ್ರೈಮಾಸಿಕ ಕೆಡಿಪಿ ಪ್ರಗತಿ ಪರಿಶೀಲನಾ ಸಭೆಯ ಅಧ್ಯಕ್ಷತೆ ವಹಿಸಿ ಮಾತನಾಡಿದರು. ಅಕ್ರಮ ಮರಳು ಸಾಗಾಣಿಕೆ ತಡೆಯಲು ಕಂದಾಯ, ಪೊಲೀಸ್ ಮತ್ತು ಗಣಿ ಇಲಾಖೆ ಜಂಟಿ ಕಾರ್ಯಾಚರಣೆ ನಡೆಸಬೇಕು. ಸರಕಾರದ ನಿಯಮದಂತೆ ಕ್ರಮ ಕೈಗೊಳ್ಳದಿದ್ದರೆ ಅಧಿಕಾರಿಗಳೇ ಹೊಣೆಯಾಗಬೇಕಾಗುತ್ತದೆ ಎಂದು ಎಚ್ಚರಿಸಿದರು. ಕುಡಿಯುವ ನೀರಿನ ಸಮಸ್ಯೆ ತಲೆದೋರದಂತೆ ಮುಂಜಾಗ್ರತಾ ಕ್ರಮ ಕೈಗೊಳ್ಳಬೇಕು. ಈ ಸಂದರ್ಭದಲ್ಲಿ ತಹಸೀಲ್ದಾರ್, ತಾಪಂ ಇಒ ಸೇರಿದಂತೆ ವಿವಿಧ ಇಲಾಖೆಗಳ ಅಧಿಕಾರಿಗಳು ಇದ್ದರು. [1147, 1130, 1351, 1381]
tipper-story [706, 1072, 1356, 1652]
special-label: ವಿಶೇಷ ಲೇಖನ [403, 577, 485, 597]
lead-story [37, 126, 845, 1064]
budget-body-text: ಮುದಗಲ್,ಮಾ.02– 2026–27ನೇ ಸಾಲಿನ ರಾಜ್ಯ ಬಜೆಟ್‌ನಲ್ಲಿ ಕರ್ನಾಟಕದ ಸಮಗ್ರ ಅಭಿವೃದ್ಧಿ ಮತ್ತು ಶೋಷಿತ ವರ್ಗಗಳ ಕಲ್ಯಾಣಕ್ಕಾಗಿ ಜನತಾ ಬಜೆಟ್ ಮಂಡನೆ ಮಾಡಬೇಕು ಎಂದು ಎಸ್ಡಿಪಿಐ ಪಕ್ಷದ ರಾಯಚೂರು ಜಿಲ್ಲಾಧ್ಯಕ್ಷ ಎಂ.ಡಿ.ರಫಿ ಖಾಜಿ ಆಗ್ರಹಿಸಿದ್ದಾರೆ. ಪಟ್ಟಣದಲ್ಲಿ ಬುಧವಾರ ಪತ್ರಿಕಾಗೋಷ್ಠಿ ಉದ್ದೇಶಿಸಿ ಮಾತನಾಡಿದ ಅವರು ಜಿಲ್ಲೆಯಲ್ಲಿ ಗ್ರಾಮೀಣ ರಸ್ತೆ, ಆಸ್ಪತ್ರೆ, ಶಾಲೆಗಳ ಸುಧಾರಣೆ, ಉದ್ಯೋಗ ಸೃಷ್ಟಿ ಮತ್ತು ಕೃಷಿ ವಲಯಕ್ಕೆ ವಿಶೇಷ ಅನುದಾನ ನೀಡಬೇಕು. ಮುದಗಲ್ ಕೋಟೆ ಅಭಿವೃದ್ಧಿ ಹಾಗೂ ಪ್ರವಾಸೋದ್ಯಮಕ್ಕೆ ಆದ್ಯತೆ ನೀಡಬೇಕು ಎಂದು ಒತ್ತಾಯಿಸಿದರು. ಈ ಸಂದರ್ಭದಲ್ಲಿ ಪಾಷಾ ಸಿದ್ದಿಕ್ಕಿ, ಹಾರೂನ್ ಸಂಡೂರು, ಮಹಬೂಬ್ ಡಿಒಎಂ ಇದ್ದರು. [852, 348, 1179, 480]
email-contact[interactable]: contact Raichur@sanjevani.com [348, 99, 541, 113]
district-headline2: ಸಿರವಾರ ರಾಯಚೂರು ಜಿಲ್ಲೆಯಲ್ಲಿ ಇರುತ್ತದೆ - ಸಚಿವ ಬೋಸರಾಜು [822, 1711, 1248, 1735]
tipper-byline: ಸಂಜೆವಾಣಿ ವಾರ್ತೆ [717, 1440, 787, 1454]
father-headline1: ಶಿಸ್ತಿನ ಕಾರಣಕ್ಕೆ ಕೂದಲು ಕತ್ತರಿಸಿದ್ದೇವೆ [972, 607, 1237, 632]
cylinder-byline: (ಸಂಜೆವಾಣಿ ಪ್ರತಿನಿಧಿಯಿಂದ) [1194, 186, 1296, 199]
lead-col2-text: ಕೊಂಡ ಕಾರಣವೇ ಎನಗೆ ಭಕ್ತಿ, ಜ್ಞಾನ, ವೈರಾಗ್ಯ, ಪ್ರಾಪ್ತಿಯಾಯಿತು ಎಂದು ಸ್ತುತಿಸಿದ್ದಾರೆ. ಹಾಗೂ ನಿಮ್ಮ ಶರಣರ ಎಲ್ಲ ಮಾತಾ ಪಿತರು, ಎಂದಿದ್ದಾರೆ. ಈ ಮೇಲಿನ ಶರಣರ ಸಂಗದ ತಮಗೆ ಸರ್ವಸ್ವವು ಎಂದು ತಿಳಿಸುತ್ತಾರೆ. ಇಷ್ಟಲಿಂಗದ ದೃಷ್ಟಾಂತ, ಪ್ರಾಣಲಿಂಗಕ್ಕೆ ತೃಪ್ತಿ ಅರ್ಪಿತ, ಮಹಾಜ್ಞಾನ ಭಾವಲಿಂಗಕ್ಕೆ ಪರಮ ಪರಿಣಾಮದ ಅರ್ಪಿತ. ಸ್ಥೂಲ, ಸೂಕ್ಷ್ಮ, ಕಾರಣದಲ್ಲಿ ಇಷ್ಟಪ್ರಾಣ ಭಾವವನ್ನು ಸಮರ್ಪಿಸಿ ನಿತ್ಯವೂ ಲಿಂಗಸುಖಿಯಾಗಿರುವರು ಎನ್ನುತ್ತಾರೆ. ಬಿಬ್ಬಿಬಾಚಯ್ಯನವರು ಶರಣರ ಸಂಗದಿಂದ ತಮ್ಮ ಬದುಕನ್ನು ರೂಪಿಸಿಕೊಂಡವರು. ಅವರ ವಚನಗಳಲ್ಲಿ ಶರಣಸಂಗದ ಮಹತ್ವ ಎದ್ದು ಕಾಣುತ್ತದೆ. [314, 265, 576, 414]
special-label-box [316, 571, 572, 601]
kdp-meeting-photo [717, 1128, 1133, 1434]
section-divider [22, 1068, 1356, 1070]
saint-image-caption: ಶರಣ ಶ್ರೀ ಬಿಬ್ಬಿ ಬಾಚಯ್ಯ [596, 403, 666, 431]
budget-byline: ಸಂಜೆವಾಣಿ ವಾರ್ತೆ [852, 178, 922, 192]
page-number: 3 [1312, 84, 1331, 114]
masthead-rule [22, 118, 1356, 121]
logo [555, 76, 765, 116]
